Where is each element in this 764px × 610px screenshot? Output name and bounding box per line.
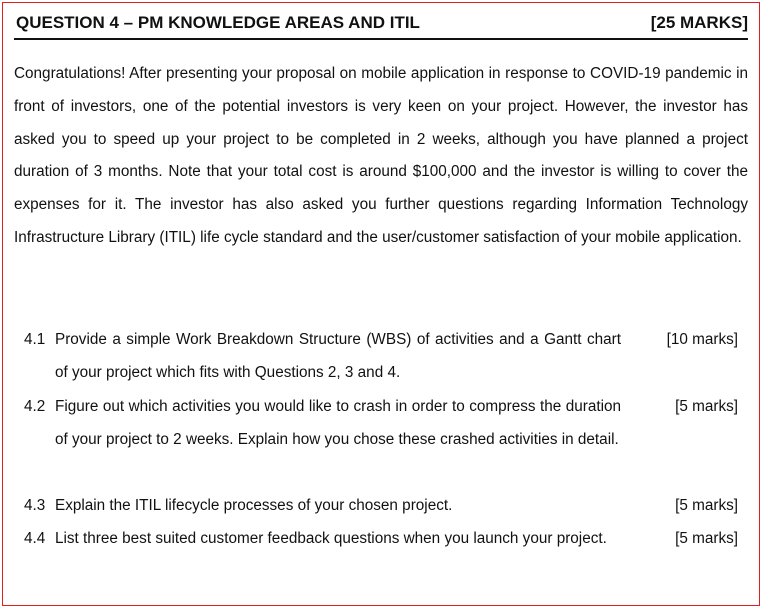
question-number: 4.1	[24, 331, 46, 348]
intro-paragraph: Congratulations! After presenting your proposal on mobile application in response to COVID-19 pandemic in front of investors, one of the potential investors is very keen on your project. However, the investor has asked you to speed up your project to be completed in 2 weeks, although you have planned a project duration of 3 months. Note that your total cost is around $100,000 and the investor is willing to cover the expenses for it. The investor has also asked you further questions regarding Information Technology Infrastructure Library (ITIL) life cycle standard and the user/customer satisfaction of your mobile application.	[14, 65, 748, 246]
total-marks: [25 MARKS]	[650, 13, 748, 32]
question-text: Explain the ITIL lifecycle processes of your chosen project.	[55, 497, 453, 514]
question-marks: [10 marks]	[666, 331, 738, 348]
question-text: List three best suited customer feedback questions when you launch your project.	[55, 530, 607, 547]
question-text: Provide a simple Work Breakdown Structure (WBS) of activities and a Gantt chart of your project which fits with Questions 2, 3 and 4.	[55, 331, 621, 381]
question-title: QUESTION 4 – PM KNOWLEDGE AREAS AND ITIL	[16, 13, 420, 32]
question-number: 4.4	[24, 530, 46, 547]
question-text: Figure out which activities you would like to crash in order to compress the duration of your project to 2 weeks. Explain how you chose these crashed activities in detail.	[55, 398, 621, 448]
question-marks: [5 marks]	[675, 398, 738, 415]
question-marks: [5 marks]	[675, 530, 738, 547]
question-marks: [5 marks]	[675, 497, 738, 514]
question-header	[14, 10, 748, 40]
question-number: 4.3	[24, 497, 46, 514]
question-number: 4.2	[24, 398, 46, 415]
